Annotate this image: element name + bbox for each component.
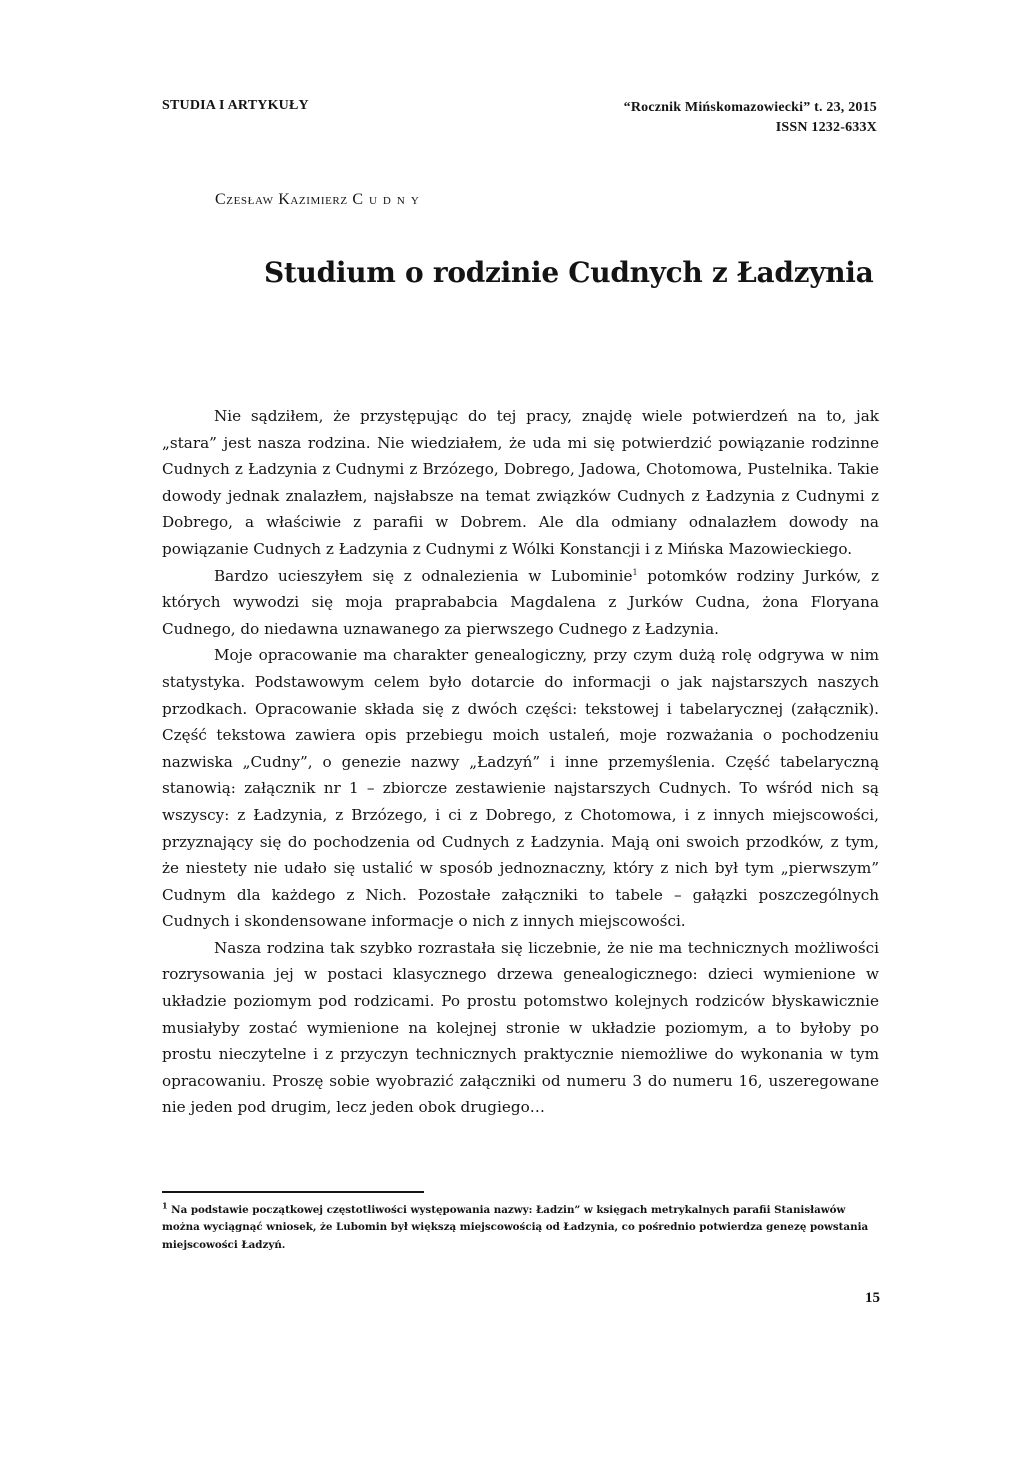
footnote-mark: 1 [162,1200,168,1211]
footnote-reference[interactable]: 1 [632,567,638,577]
article-body [162,403,879,1121]
footnote-text: Na podstawie początkowej częstotliwości występowania nazwy: Ładzin” w księgach metrykalnych parafii Stanisławów można wyciągnąć wniosek, że Lubomin był większą miejscowością od Ładzynia, co pośrednio potwierdza genezę powstania miejscowości Ładzyń. [162,1204,869,1251]
author-surname: Cudny [352,191,425,208]
paragraph-2 [162,563,879,643]
paragraph-2-text-b: potomków rodziny Jurków, z których wywodzi się moja praprababcia Magdalena z Jurków Cudna, żona Floryana Cudnego, do niedawna uznawanego za pierwszego Cudnego z Ładzynia. [162,566,879,638]
issn-number: ISSN 1232-633X [775,120,877,135]
page-number: 15 [865,1290,880,1306]
footnote [162,1202,879,1254]
paragraph-2-text-a: Bardzo ucieszyłem się z odnalezienia w Lubominie [214,566,633,585]
article-title: Studium o rodzinie Cudnych z Ładzynia [264,255,874,289]
author-given-names: Czesław Kazimierz [215,191,348,208]
author-name [215,191,425,209]
section-label: STUDIA I ARTYKUŁY [162,98,309,113]
paragraph-1: Nie sądziłem, że przystępując do tej pracy, znajdę wiele potwierdzeń na to, jak „stara” jest nasza rodzina. Nie wiedziałem, że uda mi się potwierdzić powiązanie rodzinne Cudnych z Ładzynia z Cudnymi z Brzózego, Dobrego, Jadowa, Chotomowa, Pustelnika. Takie dowody jednak znalazłem, najsłabsze na temat związków Cudnych z Ładzynia z Cudnymi z Dobrego, a właściwie z parafii w Dobrem. Ale dla odmiany odnalazłem dowody na powiązanie Cudnych z Ładzynia z Cudnymi z Wólki Konstancji i z Mińska Mazowieckiego. [162,407,879,558]
journal-citation: “Rocznik Mińskomazowiecki” t. 23, 2015 [623,100,877,115]
paragraph-4: Nasza rodzina tak szybko rozrastała się liczebnie, że nie ma technicznych możliwości rozrysowania jej w postaci klasycznego drzewa genealogicznego: dzieci wymienione w układzie poziomym pod rodzicami. Po prostu potomstwo kolejnych rodziców błyskawicznie musiałyby zostać wymienione na kolejnej stronie w układzie poziomym, a to byłoby po prostu nieczytelne i z przyczyn technicznych praktycznie niemożliwe do wykonania w tym opracowaniu. Proszę sobie wyobrazić załączniki od numeru 3 do numeru 16, uszeregowane nie jeden pod drugim, lecz jeden obok drugiego… [162,938,879,1117]
footnote-divider [162,1191,424,1193]
journal-info [624,98,877,138]
paragraph-3: Moje opracowanie ma charakter genealogiczny, przy czym dużą rolę odgrywa w nim statystyka. Podstawowym celem było dotarcie do informacji o jak najstarszych naszych przodkach. Opracowanie składa się z dwóch części: tekstowej i tabelarycznej (załącznik). Część tekstowa zawiera opis przebiegu moich ustaleń, moje rozważania o pochodzeniu nazwiska „Cudny”, o genezie nazwy „Ładzyń” i inne przemyślenia. Część tabelaryczną stanowią: załącznik nr 1 – zbiorcze zestawienie najstarszych Cudnych. To wśród nich są wszyscy: z Ładzynia, z Brzózego, i ci z Dobrego, z Chotomowa, i z innych miejscowości, przyznający się do pochodzenia od Cudnych z Ładzynia. Mają oni swoich przodków, z tym, że niestety nie udało się ustalić w sposób jednoznaczny, który z nich był tym „pierwszym” Cudnym dla każdego z Nich. Pozostałe załączniki to tabele – gałązki poszczególnych Cudnych i skondensowane informacje o nich z innych miejscowości. [162,646,879,931]
